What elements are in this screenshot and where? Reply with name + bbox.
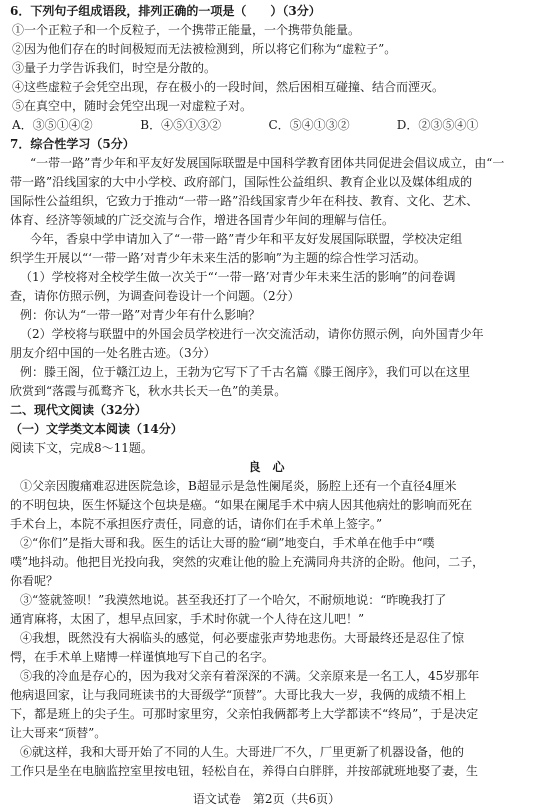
q7-task2-line: 朋友介绍中国的一处名胜古迹。（3分） [10,346,216,360]
q7-p1-line: 体育、经济等领域的广泛交流与合作，增进各国青少年间的理解与信任。 [10,213,395,227]
q7-task1-line: 查，请你仿照示例，为调查问卷设计一个问题。（2分） [10,289,300,303]
q6-stem: 6．下列句子组成语段，排列正确的一项是（ ）（3分） [10,4,321,18]
story-title: 良 心 [248,460,285,474]
story-para-2-line: 你看呢？ [10,574,59,588]
story-para-2-line: ②“你们”是指大哥和我。医生的话让大哥的脸“刷”地变白，手术单在他手中“噗 [20,536,435,550]
story-para-5-line: 下，都是班上的尖子生。可那时家里穷，父亲怕我俩都考上大学都读不“终局”，于是决定 [10,707,479,721]
story-para-4-line: 愕，在手术单上赌博一样谨慎地写下自己的名字。 [10,650,275,664]
q6-sentence-2: ②因为他们存在的时间极短而无法被检测到，所以将它们称为“虚粒子”。 [12,42,397,56]
q7-p1-line: “一带一路”青少年和平友好发展国际联盟是中国科学教育团体共同促进会倡议成立，由“一 [30,156,505,170]
story-para-1-line: ①父亲因腹痛难忍进医院急诊，B超显示是急性阑尾炎，肠腔上还有一个直径4厘米 [20,479,457,493]
q6-option-d: D．②③⑤④① [396,118,479,132]
q7-p2-line: 今年，香泉中学申请加入了“一带一路”青少年和平友好发展国际联盟，学校决定组 [30,232,463,246]
q6-sentence-3: ③量子力学告诉我们，时空是分散的。 [12,61,217,75]
story-para-1-line: 手术台上，本院不承担医疗责任，同意的话，请你们在手术单上签字。” [10,517,383,531]
q7-heading: 7．综合性学习（5分） [10,137,135,151]
q6-sentence-1: ①一个正粒子和一个反粒子，一个携带正能量，一个携带负能量。 [12,23,361,37]
q6-option-c: C．⑤④①③② [268,118,350,132]
q6-option-a: A．③⑤①④② [12,118,93,132]
q6-options [12,116,525,135]
q7-example-2-line: 例：滕王阁，位于赣江边上，王勃为它写下了千古名篇《滕王阁序》，我们可以在这里 [20,365,471,379]
story-para-3-line: 通宵麻将，太困了，想早点回家，手术时你就一个人待在这儿吧！” [10,612,365,626]
q7-task2-line: （2）学校将与联盟中的外国会员学校进行一次交流活动，请你仿照示例，向外国青少年 [20,327,484,341]
q7-p1-line: 国际性公益组织，它致力于推动“一带一路”沿线国家青少年在科技、教育、文化、艺术、 [10,194,479,208]
q7-example-1: 例：你认为“一带一路”对青少年有什么影响？ [20,308,261,322]
story-para-5-line: ⑤我的冷血是存心的，因为我对父亲有着深深的不满。父亲原来是一名工人，45岁那年 [20,669,480,683]
q7-p2-line: 织学生开展以“‘一带一路’对青少年未来生活的影响”为主题的综合性学习活动。 [10,251,426,265]
story-para-4-line: ④我想，既然没有大祸临头的感觉，何必要虚张声势地悲伤。大哥最终还是忍住了惊 [20,631,465,645]
q7-example-2-line: 欣赏到“落霞与孤鹜齐飞，秋水共长天一色”的美景。 [10,384,287,398]
subsection-heading: （一）文学类文本阅读（14分） [10,422,183,436]
q6-sentence-5: ⑤在真空中，随时会凭空出现一对虚粒子对。 [12,99,253,113]
story-para-6-line: 工作只是坐在电脑监控室里按电钮，轻松自在，养得白白胖胖，并按部就班地娶了妻，生 [10,764,479,778]
q6-sentence-4: ④这些虚粒子会凭空出现，存在极小的一段时间，然后困相互碰撞、结合而湮灭。 [12,80,445,94]
q6-option-b: B．④⑤①③② [140,118,222,132]
story-para-2-line: 噗”地抖动。他把目光投向我，突然的灾难让他的脸上充满同舟共济的企盼。他问，二子， [10,555,485,569]
section-heading: 二、现代文阅读（32分） [10,403,147,417]
q7-p1-line: 带一路”沿线国家的大中小学校、政府部门，国际性公益组织、教育企业以及媒体组成的 [10,175,473,189]
story-para-1-line: 的不明包块，医生怀疑这个包块是癌。“如果在阑尾手术中病人因其他病灶的影响而死在 [10,498,473,512]
page-footer: 语文试卷 第2页（共6页） [192,792,341,806]
story-para-3-line: ③“签就签呗！”我漠然地说。甚至我还打了一个哈欠，不耐烦地说：“昨晚我打了 [20,593,447,607]
story-para-5-line: 让大哥来“顶替”。 [10,726,107,740]
reading-instruction: 阅读下文，完成8～11题。 [10,441,153,455]
story-para-6-line: ⑥就这样，我和大哥开始了不同的人生。大哥进厂不久，厂里更新了机器设备，他的 [20,745,465,759]
q7-task1-line: （1）学校将对全校学生做一次关于“‘一带一路’对青少年未来生活的影响”的问卷调 [20,270,456,284]
story-para-5-line: 他病退回家，让与我同班读书的大哥级学“顶替”。大哥比我大一岁，我俩的成绩不相上 [10,688,467,702]
